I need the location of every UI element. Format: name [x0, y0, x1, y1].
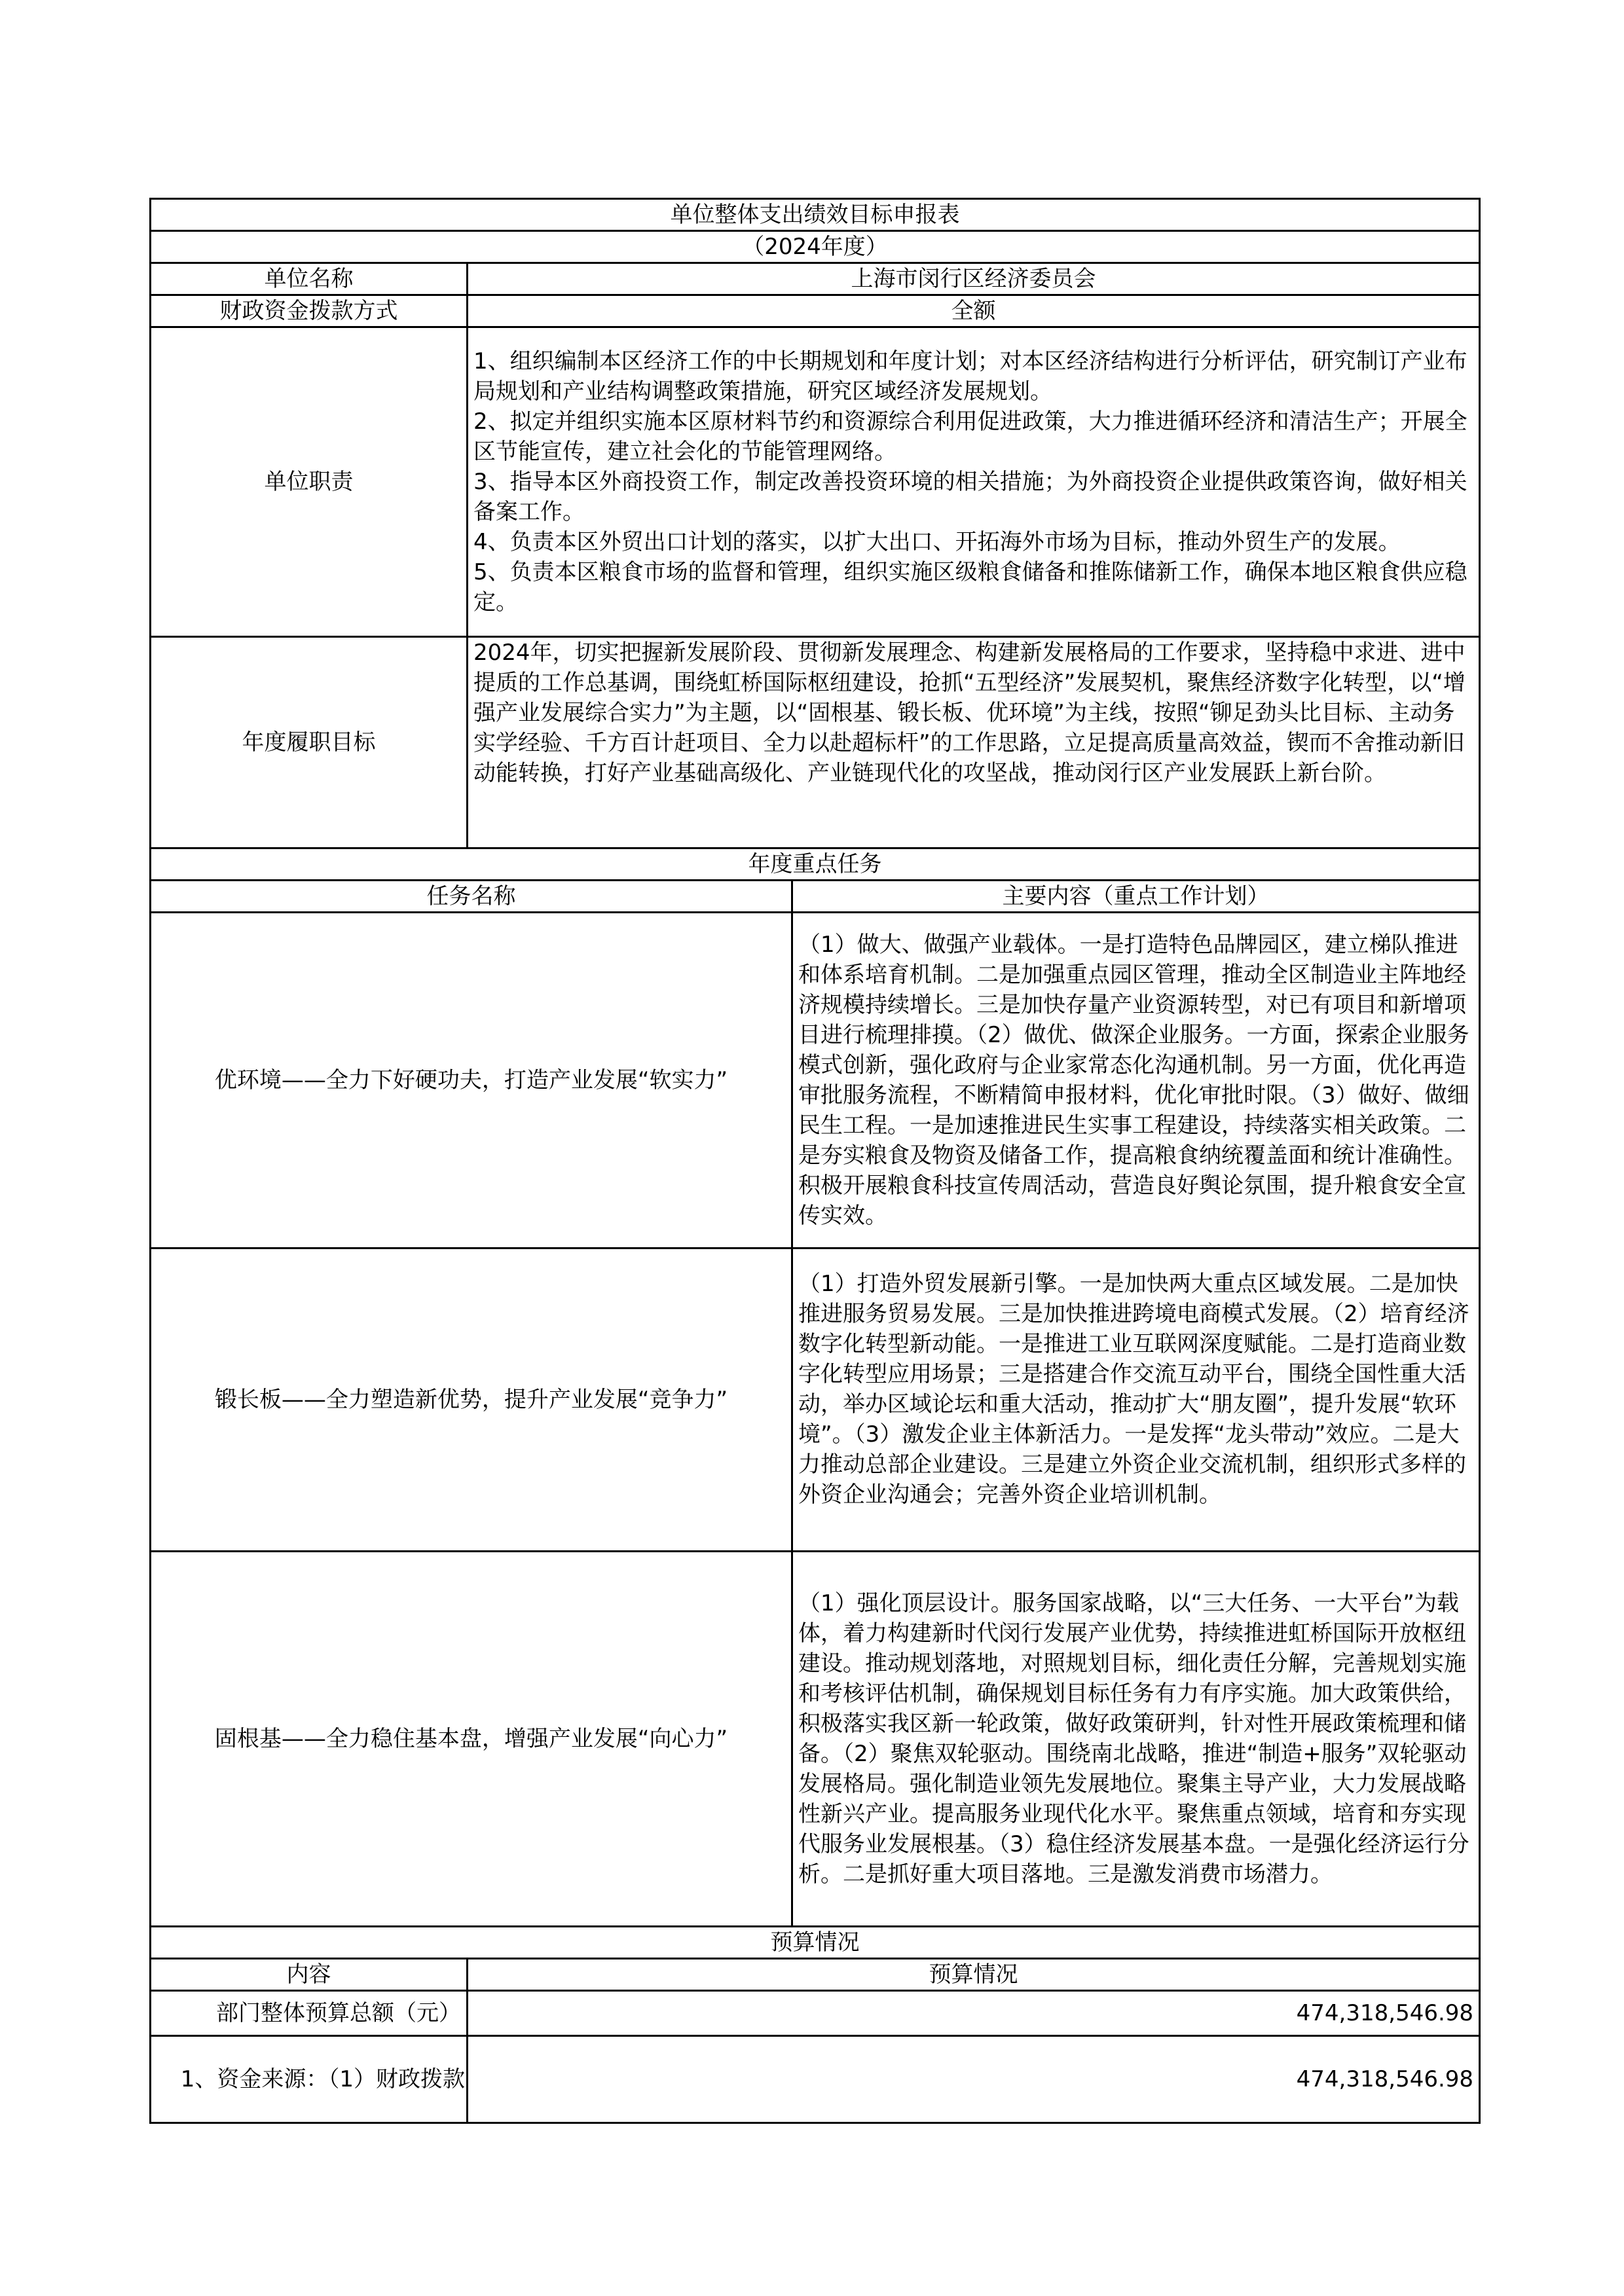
task-content: （1）做大、做强产业载体。一是打造特色品牌园区，建立梯队推进和体系培育机制。二是加强重点园区管理，推动全区制造业主阵地经济规模持续增长。三是加快存量产业资源转型，对已有项目和新增项目进行梳理排摸。（2）做优、做深企业服务。一方面，探索企业服务模式创新，强化政府与企业家常态化沟通机制。另一方面，优化再造审批服务流程，不断精简申报材料，优化审批时限。（3）做好、做细民生工程。一是加速推进民生实事工程建设，持续落实相关政策。二是夯实粮食及物资及储备工作，提高粮食纳统覆盖面和统计准确性。积极开展粮食科技宣传周活动，营造良好舆论氛围，提升粮食安全宣传实效。 — [792, 913, 1480, 1248]
responsibility-item: 1、组织编制本区经济工作的中长期规划和年度计划；对本区经济结构进行分析评估，研究制订产业布局规划和产业结构调整政策措施，研究区域经济发展规划。 — [473, 348, 1467, 405]
responsibilities-label: 单位职责 — [151, 327, 468, 637]
unit-name-value: 上海市闵行区经济委员会 — [468, 263, 1480, 295]
funding-method-value: 全额 — [468, 295, 1480, 327]
annual-goal-row — [151, 637, 1480, 848]
task-content: （1）打造外贸发展新引擎。一是加快两大重点区域发展。二是加快推进服务贸易发展。三是加快推进跨境电商模式发展。（2）培育经济数字化转型新动能。一是推进工业互联网深度赋能。二是打造商业数字化转型应用场景；三是搭建合作交流互动平台，围绕全国性重大活动，举办区域论坛和重大活动，推动扩大“朋友圈”，提升发展“软环境”。（3）激发企业主体新活力。一是发挥“龙头带动”效应。二是大力推动总部企业建设。三是建立外资企业交流机制，组织形式多样的外资企业沟通会；完善外资企业培训机制。 — [792, 1248, 1480, 1552]
title-row — [151, 199, 1480, 231]
annual-goal-label: 年度履职目标 — [151, 637, 468, 848]
task-content: （1）强化顶层设计。服务国家战略，以“三大任务、一大平台”为载体，着力构建新时代闵行发展产业优势，持续推进虹桥国际开放枢纽建设。推动规划落地，对照规划目标，细化责任分解，完善规划实施和考核评估机制，确保规划目标任务有力有序实施。加大政策供给，积极落实我区新一轮政策，做好政策研判，针对性开展政策梳理和储备。（2）聚焦双轮驱动。围绕南北战略，推进“制造+服务”双轮驱动发展格局。强化制造业领先发展地位。聚集主导产业，大力发展战略性新兴产业。提高服务业现代化水平。聚焦重点领域，培育和夯实现代服务业发展根基。（3）稳住经济发展基本盘。一是强化经济运行分析。二是抓好重大项目落地。三是激发消费市场潜力。 — [792, 1552, 1480, 1927]
budget-value: 474,318,546.98 — [468, 2036, 1480, 2123]
budget-value: 474,318,546.98 — [468, 1991, 1480, 2036]
budget-row — [151, 2036, 1480, 2123]
budget-value-header: 预算情况 — [468, 1959, 1480, 1991]
unit-name-label: 单位名称 — [151, 263, 468, 295]
performance-target-table — [149, 198, 1481, 2124]
responsibility-item: 4、负责本区外贸出口计划的落实，以扩大出口、开拓海外市场为目标，推动外贸生产的发展。 — [473, 529, 1401, 555]
task-name-header: 任务名称 — [151, 881, 792, 913]
responsibility-item: 2、拟定并组织实施本区原材料节约和资源综合利用促进政策，大力推进循环经济和清洁生产；开展全区节能宣传，建立社会化的节能管理网络。 — [473, 409, 1467, 465]
budget-section-row — [151, 1927, 1480, 1959]
key-tasks-section-title: 年度重点任务 — [151, 848, 1480, 881]
task-row — [151, 1552, 1480, 1927]
year-row — [151, 231, 1480, 263]
task-name: 固根基——全力稳住基本盘，增强产业发展“向心力” — [151, 1552, 792, 1927]
key-tasks-header-row — [151, 881, 1480, 913]
unit-name-row — [151, 263, 1480, 295]
task-name: 优环境——全力下好硬功夫，打造产业发展“软实力” — [151, 913, 792, 1248]
funding-method-label: 财政资金拨款方式 — [151, 295, 468, 327]
budget-section-title: 预算情况 — [151, 1927, 1480, 1959]
responsibility-item: 5、负责本区粮食市场的监督和管理，组织实施区级粮食储备和推陈储新工作，确保本地区粮食供应稳定。 — [473, 559, 1467, 615]
task-name: 锻长板——全力塑造新优势，提升产业发展“竞争力” — [151, 1248, 792, 1552]
task-content-header: 主要内容（重点工作计划） — [792, 881, 1480, 913]
responsibilities-content — [468, 327, 1480, 637]
document-year: （2024年度） — [151, 231, 1480, 263]
funding-method-row — [151, 295, 1480, 327]
key-tasks-section-row — [151, 848, 1480, 881]
annual-goal-text: 2024年，切实把握新发展阶段、贯彻新发展理念、构建新发展格局的工作要求，坚持稳中求进、进中提质的工作总基调，围绕虹桥国际枢纽建设，抢抓“五型经济”发展契机，聚焦经济数字化转型，以“增强产业发展综合实力”为主题，以“固根基、锻长板、优环境”为主线，按照“铆足劲头比目标、主动务实学经验、千方百计赶项目、全力以赴超标杆”的工作思路，立足提高质量高效益，锲而不舍推动新旧动能转换，打好产业基础高级化、产业链现代化的攻坚战，推动闵行区产业发展跃上新台阶。 — [468, 637, 1480, 848]
responsibilities-row — [151, 327, 1480, 637]
task-row — [151, 1248, 1480, 1552]
task-row — [151, 913, 1480, 1248]
document-title: 单位整体支出绩效目标申报表 — [151, 199, 1480, 231]
budget-item: 部门整体预算总额（元） — [151, 1991, 468, 2036]
budget-item-header: 内容 — [151, 1959, 468, 1991]
responsibility-item: 3、指导本区外商投资工作，制定改善投资环境的相关措施；为外商投资企业提供政策咨询，做好相关备案工作。 — [473, 469, 1467, 525]
budget-item: 1、资金来源：（1）财政拨款 — [151, 2036, 468, 2123]
budget-row — [151, 1991, 1480, 2036]
budget-header-row — [151, 1959, 1480, 1991]
